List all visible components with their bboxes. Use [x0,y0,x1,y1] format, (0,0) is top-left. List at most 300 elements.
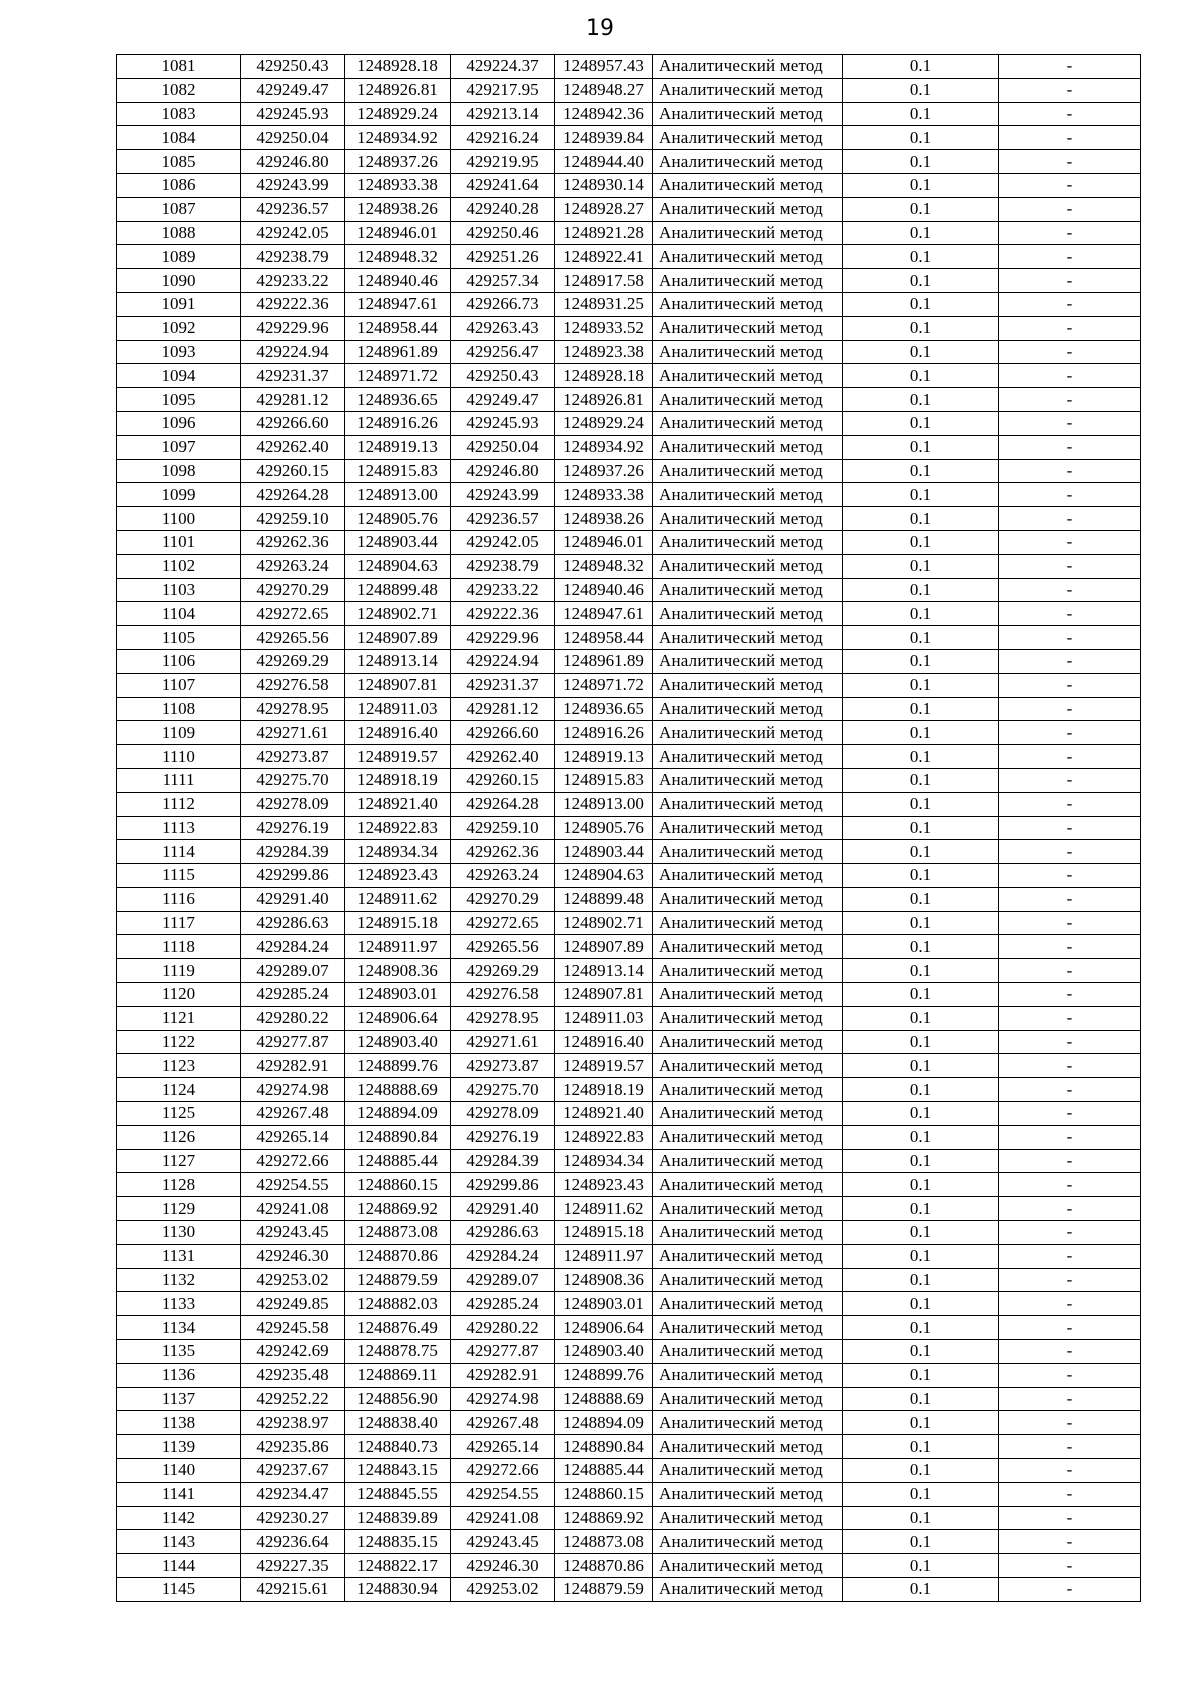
x2-cell: 429284.24 [451,1244,555,1268]
point-number-cell: 1140 [117,1459,241,1483]
table-row [117,483,1141,507]
y2-cell: 1248904.63 [555,864,653,888]
method-cell: Аналитический метод [653,1078,843,1102]
y2-cell: 1248888.69 [555,1387,653,1411]
x2-cell: 429256.47 [451,340,555,364]
note-cell: - [999,1054,1141,1078]
y2-cell: 1248873.08 [555,1530,653,1554]
table-row [117,840,1141,864]
method-cell: Аналитический метод [653,102,843,126]
y2-cell: 1248870.86 [555,1554,653,1578]
x1-cell: 429269.29 [241,649,345,673]
x1-cell: 429278.09 [241,792,345,816]
x1-cell: 429276.58 [241,673,345,697]
point-number-cell: 1089 [117,245,241,269]
point-number-cell: 1126 [117,1125,241,1149]
y1-cell: 1248937.26 [345,150,451,174]
x2-cell: 429282.91 [451,1363,555,1387]
y1-cell: 1248822.17 [345,1554,451,1578]
note-cell: - [999,269,1141,293]
method-cell: Аналитический метод [653,1197,843,1221]
y2-cell: 1248917.58 [555,269,653,293]
point-number-cell: 1139 [117,1435,241,1459]
x1-cell: 429230.27 [241,1506,345,1530]
point-number-cell: 1097 [117,435,241,459]
y1-cell: 1248926.81 [345,78,451,102]
table-row [117,673,1141,697]
x2-cell: 429249.47 [451,388,555,412]
y2-cell: 1248916.40 [555,1030,653,1054]
note-cell: - [999,316,1141,340]
note-cell: - [999,1411,1141,1435]
table-row [117,578,1141,602]
y2-cell: 1248919.13 [555,745,653,769]
y1-cell: 1248915.18 [345,911,451,935]
table-row [117,1482,1141,1506]
method-cell: Аналитический метод [653,768,843,792]
y2-cell: 1248940.46 [555,578,653,602]
method-cell: Аналитический метод [653,1149,843,1173]
note-cell: - [999,1030,1141,1054]
table-row [117,126,1141,150]
accuracy-cell: 0.1 [843,269,999,293]
x2-cell: 429243.45 [451,1530,555,1554]
accuracy-cell: 0.1 [843,102,999,126]
accuracy-cell: 0.1 [843,816,999,840]
table-row [117,245,1141,269]
y1-cell: 1248902.71 [345,602,451,626]
y2-cell: 1248879.59 [555,1578,653,1602]
x1-cell: 429236.64 [241,1530,345,1554]
x2-cell: 429238.79 [451,554,555,578]
x1-cell: 429246.30 [241,1244,345,1268]
y2-cell: 1248948.32 [555,554,653,578]
method-cell: Аналитический метод [653,1244,843,1268]
method-cell: Аналитический метод [653,364,843,388]
x1-cell: 429250.04 [241,126,345,150]
accuracy-cell: 0.1 [843,745,999,769]
y1-cell: 1248845.55 [345,1482,451,1506]
table-row [117,626,1141,650]
point-number-cell: 1121 [117,1006,241,1030]
table-row [117,435,1141,459]
note-cell: - [999,1554,1141,1578]
y1-cell: 1248958.44 [345,316,451,340]
note-cell: - [999,340,1141,364]
point-number-cell: 1142 [117,1506,241,1530]
y2-cell: 1248958.44 [555,626,653,650]
method-cell: Аналитический метод [653,792,843,816]
y2-cell: 1248921.40 [555,1102,653,1126]
method-cell: Аналитический метод [653,507,843,531]
note-cell: - [999,507,1141,531]
table-row [117,364,1141,388]
table-row [117,1435,1141,1459]
table-row [117,269,1141,293]
x1-cell: 429215.61 [241,1578,345,1602]
y2-cell: 1248933.52 [555,316,653,340]
accuracy-cell: 0.1 [843,1221,999,1245]
accuracy-cell: 0.1 [843,1030,999,1054]
y1-cell: 1248916.40 [345,721,451,745]
y1-cell: 1248869.11 [345,1363,451,1387]
note-cell: - [999,364,1141,388]
x1-cell: 429275.70 [241,768,345,792]
x2-cell: 429222.36 [451,602,555,626]
y1-cell: 1248947.61 [345,292,451,316]
y2-cell: 1248926.81 [555,388,653,412]
x2-cell: 429216.24 [451,126,555,150]
y1-cell: 1248830.94 [345,1578,451,1602]
y1-cell: 1248913.14 [345,649,451,673]
note-cell: - [999,1125,1141,1149]
point-number-cell: 1100 [117,507,241,531]
table-row [117,1316,1141,1340]
note-cell: - [999,864,1141,888]
x2-cell: 429263.24 [451,864,555,888]
note-cell: - [999,935,1141,959]
point-number-cell: 1138 [117,1411,241,1435]
x2-cell: 429250.43 [451,364,555,388]
y2-cell: 1248903.40 [555,1340,653,1364]
point-number-cell: 1110 [117,745,241,769]
y2-cell: 1248903.44 [555,840,653,864]
note-cell: - [999,388,1141,412]
y1-cell: 1248971.72 [345,364,451,388]
note-cell: - [999,816,1141,840]
y1-cell: 1248882.03 [345,1292,451,1316]
note-cell: - [999,673,1141,697]
x1-cell: 429272.66 [241,1149,345,1173]
x2-cell: 429224.37 [451,55,555,79]
note-cell: - [999,1244,1141,1268]
method-cell: Аналитический метод [653,245,843,269]
method-cell: Аналитический метод [653,435,843,459]
y2-cell: 1248928.27 [555,197,653,221]
table-row [117,173,1141,197]
table-row [117,1197,1141,1221]
table-row [117,1411,1141,1435]
table-row [117,507,1141,531]
point-number-cell: 1094 [117,364,241,388]
note-cell: - [999,602,1141,626]
accuracy-cell: 0.1 [843,792,999,816]
method-cell: Аналитический метод [653,1268,843,1292]
method-cell: Аналитический метод [653,959,843,983]
y2-cell: 1248928.18 [555,364,653,388]
note-cell: - [999,1316,1141,1340]
method-cell: Аналитический метод [653,1006,843,1030]
note-cell: - [999,411,1141,435]
x1-cell: 429250.43 [241,55,345,79]
y1-cell: 1248860.15 [345,1173,451,1197]
x1-cell: 429265.56 [241,626,345,650]
point-number-cell: 1132 [117,1268,241,1292]
accuracy-cell: 0.1 [843,1340,999,1364]
coordinates-table [116,54,1141,1602]
x1-cell: 429242.05 [241,221,345,245]
x2-cell: 429213.14 [451,102,555,126]
table-row [117,1268,1141,1292]
y2-cell: 1248919.57 [555,1054,653,1078]
point-number-cell: 1102 [117,554,241,578]
note-cell: - [999,1340,1141,1364]
note-cell: - [999,911,1141,935]
table-row [117,459,1141,483]
method-cell: Аналитический метод [653,197,843,221]
point-number-cell: 1091 [117,292,241,316]
point-number-cell: 1087 [117,197,241,221]
method-cell: Аналитический метод [653,388,843,412]
method-cell: Аналитический метод [653,411,843,435]
x1-cell: 429284.39 [241,840,345,864]
point-number-cell: 1127 [117,1149,241,1173]
note-cell: - [999,150,1141,174]
y1-cell: 1248916.26 [345,411,451,435]
point-number-cell: 1108 [117,697,241,721]
method-cell: Аналитический метод [653,1221,843,1245]
x1-cell: 429238.97 [241,1411,345,1435]
method-cell: Аналитический метод [653,1292,843,1316]
x1-cell: 429252.22 [241,1387,345,1411]
method-cell: Аналитический метод [653,1411,843,1435]
table-row [117,530,1141,554]
accuracy-cell: 0.1 [843,78,999,102]
point-number-cell: 1135 [117,1340,241,1364]
y1-cell: 1248946.01 [345,221,451,245]
method-cell: Аналитический метод [653,221,843,245]
note-cell: - [999,459,1141,483]
x2-cell: 429289.07 [451,1268,555,1292]
y2-cell: 1248922.41 [555,245,653,269]
accuracy-cell: 0.1 [843,1197,999,1221]
accuracy-cell: 0.1 [843,887,999,911]
x1-cell: 429282.91 [241,1054,345,1078]
x1-cell: 429242.69 [241,1340,345,1364]
note-cell: - [999,78,1141,102]
x2-cell: 429284.39 [451,1149,555,1173]
y1-cell: 1248915.83 [345,459,451,483]
x2-cell: 429272.65 [451,911,555,935]
y1-cell: 1248919.13 [345,435,451,459]
x1-cell: 429267.48 [241,1102,345,1126]
point-number-cell: 1082 [117,78,241,102]
y2-cell: 1248915.18 [555,1221,653,1245]
y1-cell: 1248903.01 [345,983,451,1007]
point-number-cell: 1084 [117,126,241,150]
x1-cell: 429236.57 [241,197,345,221]
x2-cell: 429286.63 [451,1221,555,1245]
y1-cell: 1248906.64 [345,1006,451,1030]
x2-cell: 429265.56 [451,935,555,959]
x1-cell: 429289.07 [241,959,345,983]
x1-cell: 429263.24 [241,554,345,578]
note-cell: - [999,1578,1141,1602]
note-cell: - [999,792,1141,816]
x1-cell: 429280.22 [241,1006,345,1030]
note-cell: - [999,55,1141,79]
point-number-cell: 1128 [117,1173,241,1197]
x2-cell: 429240.28 [451,197,555,221]
accuracy-cell: 0.1 [843,768,999,792]
x1-cell: 429266.60 [241,411,345,435]
x2-cell: 429276.19 [451,1125,555,1149]
note-cell: - [999,292,1141,316]
x2-cell: 429267.48 [451,1411,555,1435]
point-number-cell: 1098 [117,459,241,483]
accuracy-cell: 0.1 [843,578,999,602]
accuracy-cell: 0.1 [843,1387,999,1411]
x1-cell: 429277.87 [241,1030,345,1054]
method-cell: Аналитический метод [653,55,843,79]
table-row [117,697,1141,721]
y2-cell: 1248899.76 [555,1363,653,1387]
method-cell: Аналитический метод [653,1340,843,1364]
x2-cell: 429260.15 [451,768,555,792]
accuracy-cell: 0.1 [843,864,999,888]
table-row [117,816,1141,840]
x1-cell: 429273.87 [241,745,345,769]
y1-cell: 1248869.92 [345,1197,451,1221]
accuracy-cell: 0.1 [843,388,999,412]
y2-cell: 1248947.61 [555,602,653,626]
y1-cell: 1248840.73 [345,1435,451,1459]
y1-cell: 1248923.43 [345,864,451,888]
x2-cell: 429241.64 [451,173,555,197]
point-number-cell: 1099 [117,483,241,507]
x1-cell: 429231.37 [241,364,345,388]
note-cell: - [999,221,1141,245]
y1-cell: 1248879.59 [345,1268,451,1292]
table-row [117,959,1141,983]
y1-cell: 1248918.19 [345,768,451,792]
point-number-cell: 1088 [117,221,241,245]
accuracy-cell: 0.1 [843,1125,999,1149]
table-row [117,1173,1141,1197]
x1-cell: 429272.65 [241,602,345,626]
accuracy-cell: 0.1 [843,1363,999,1387]
x2-cell: 429285.24 [451,1292,555,1316]
table-row [117,1244,1141,1268]
accuracy-cell: 0.1 [843,1482,999,1506]
x1-cell: 429238.79 [241,245,345,269]
y2-cell: 1248933.38 [555,483,653,507]
accuracy-cell: 0.1 [843,1578,999,1602]
note-cell: - [999,1435,1141,1459]
point-number-cell: 1093 [117,340,241,364]
x2-cell: 429257.34 [451,269,555,293]
accuracy-cell: 0.1 [843,173,999,197]
y1-cell: 1248921.40 [345,792,451,816]
point-number-cell: 1141 [117,1482,241,1506]
y2-cell: 1248921.28 [555,221,653,245]
note-cell: - [999,197,1141,221]
y2-cell: 1248869.92 [555,1506,653,1530]
x2-cell: 429251.26 [451,245,555,269]
accuracy-cell: 0.1 [843,1554,999,1578]
y2-cell: 1248906.64 [555,1316,653,1340]
table-row [117,721,1141,745]
table-row [117,768,1141,792]
accuracy-cell: 0.1 [843,1244,999,1268]
method-cell: Аналитический метод [653,1125,843,1149]
method-cell: Аналитический метод [653,1387,843,1411]
x2-cell: 429250.04 [451,435,555,459]
accuracy-cell: 0.1 [843,554,999,578]
y2-cell: 1248908.36 [555,1268,653,1292]
x2-cell: 429231.37 [451,673,555,697]
accuracy-cell: 0.1 [843,1054,999,1078]
point-number-cell: 1137 [117,1387,241,1411]
x2-cell: 429224.94 [451,649,555,673]
note-cell: - [999,1387,1141,1411]
method-cell: Аналитический метод [653,1316,843,1340]
note-cell: - [999,1149,1141,1173]
y2-cell: 1248911.03 [555,1006,653,1030]
table-row [117,983,1141,1007]
y1-cell: 1248904.63 [345,554,451,578]
accuracy-cell: 0.1 [843,1102,999,1126]
y1-cell: 1248913.00 [345,483,451,507]
y2-cell: 1248899.48 [555,887,653,911]
y2-cell: 1248918.19 [555,1078,653,1102]
x2-cell: 429254.55 [451,1482,555,1506]
point-number-cell: 1086 [117,173,241,197]
x1-cell: 429265.14 [241,1125,345,1149]
method-cell: Аналитический метод [653,316,843,340]
table-row [117,1221,1141,1245]
point-number-cell: 1122 [117,1030,241,1054]
x2-cell: 429291.40 [451,1197,555,1221]
y2-cell: 1248913.14 [555,959,653,983]
point-number-cell: 1123 [117,1054,241,1078]
accuracy-cell: 0.1 [843,316,999,340]
y1-cell: 1248899.48 [345,578,451,602]
x2-cell: 429274.98 [451,1387,555,1411]
point-number-cell: 1118 [117,935,241,959]
x2-cell: 429266.73 [451,292,555,316]
y2-cell: 1248905.76 [555,816,653,840]
table-row [117,1078,1141,1102]
table-row [117,1102,1141,1126]
x2-cell: 429250.46 [451,221,555,245]
accuracy-cell: 0.1 [843,1459,999,1483]
table-row [117,1530,1141,1554]
method-cell: Аналитический метод [653,745,843,769]
y2-cell: 1248936.65 [555,697,653,721]
method-cell: Аналитический метод [653,1530,843,1554]
note-cell: - [999,530,1141,554]
accuracy-cell: 0.1 [843,911,999,935]
accuracy-cell: 0.1 [843,721,999,745]
y2-cell: 1248934.92 [555,435,653,459]
method-cell: Аналитический метод [653,1435,843,1459]
method-cell: Аналитический метод [653,673,843,697]
point-number-cell: 1116 [117,887,241,911]
y2-cell: 1248860.15 [555,1482,653,1506]
method-cell: Аналитический метод [653,459,843,483]
y1-cell: 1248961.89 [345,340,451,364]
y1-cell: 1248894.09 [345,1102,451,1126]
x1-cell: 429281.12 [241,388,345,412]
point-number-cell: 1103 [117,578,241,602]
accuracy-cell: 0.1 [843,197,999,221]
x1-cell: 429291.40 [241,887,345,911]
method-cell: Аналитический метод [653,269,843,293]
note-cell: - [999,1530,1141,1554]
y1-cell: 1248908.36 [345,959,451,983]
accuracy-cell: 0.1 [843,530,999,554]
